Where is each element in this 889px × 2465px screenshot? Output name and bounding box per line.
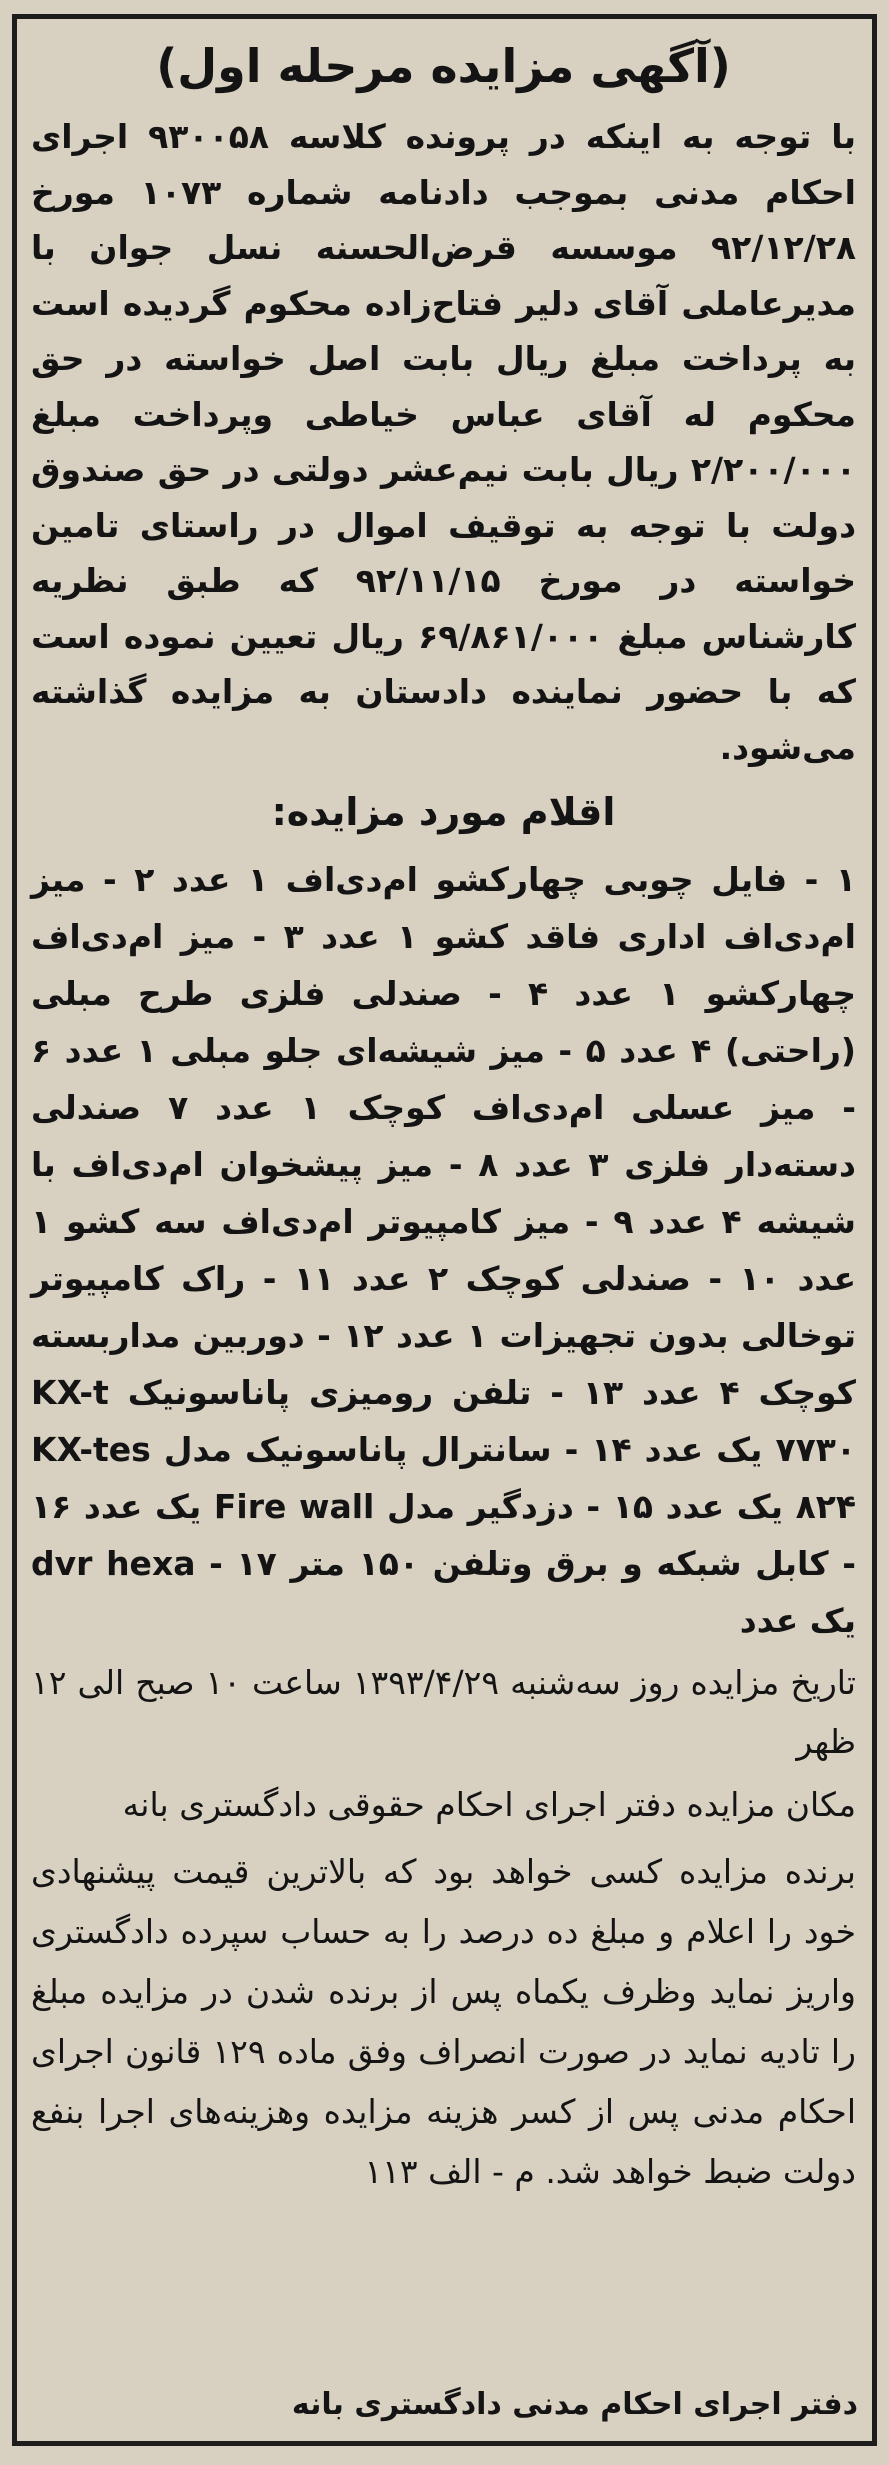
auction-date: تاریخ مزایده روز سه‌شنبه ۱۳۹۳/۴/۲۹ ساعت ۱۰ صبح الی ۱۲ ظهر [31,1663,856,1761]
items-heading: اقلام مورد مزایده: [271,790,616,834]
issuer-signature: دفتر اجرای احکام مدنی دادگستری بانه [291,2387,858,2422]
notice-title: (آگهی مزایده مرحله اول) [156,39,731,93]
auction-terms: برنده مزایده کسی خواهد بود که بالاترین قیمت پیشنهادی خود را اعلام و مبلغ ده درصد را به حساب سپرده دادگستری واریز نماید وظرف یکماه پس از برنده شدن در مزایده مبلغ را تادیه نماید در صورت انصراف وفق ماده ۱۲۹ قانون اجرای احکام مدنی پس از کسر هزینه مزایده وهزینه‌های اجرا بنفع دولت ضبط خواهد شد. م - الف ۱۱۳ [31,1852,856,2191]
notice-intro: با توجه به اینکه در پرونده کلاسه ۹۳۰۰۵۸ اجرای احکام مدنی بموجب دادنامه شماره ۱۰۷۳ مورخ ۹۲/۱۲/۲۸ موسسه قرض‌الحسنه نسل جوان با مدیرعاملی آقای دلیر فتاح‌زاده محکوم گردیده است به پرداخت مبلغ ریال بابت اصل خواسته در حق محکوم له آقای عباس خیاطی وپرداخت مبلغ ۲/۲۰۰/۰۰۰ ریال بابت نیم‌عشر دولتی در حق صندوق دولت با توجه به توقیف اموال در راستای تامین خواسته در مورخ ۹۲/۱۱/۱۵ که طبق نظریه کارشناس مبلغ ۶۹/۸۶۱/۰۰۰ ریال تعیین نموده است که با حضور نماینده دادستان به مزایده گذاشته می‌شود. [31,117,856,767]
items-list: ۱ - فایل چوبی چهارکشو ام‌دی‌اف ۱ عدد ۲ - میز ام‌دی‌اف اداری فاقد کشو ۱ عدد ۳ - میز ام‌دی‌اف چهارکشو ۱ عدد ۴ - صندلی فلزی طرح مبلی (راحتی) ۴ عدد ۵ - میز شیشه‌ای جلو مبلی ۱ عدد ۶ - میز عسلی ام‌دی‌اف کوچک ۱ عدد ۷ صندلی دسته‌دار فلزی ۳ عدد ۸ - میز پیشخوان ام‌دی‌اف با شیشه ۴ عدد ۹ - میز کامپیوتر ام‌دی‌اف سه کشو ۱ عدد ۱۰ - صندلی کوچک ۲ عدد ۱۱ - راک کامپیوتر توخالی بدون تجهیزات ۱ عدد ۱۲ - دوربین مداربسته کوچک ۴ عدد ۱۳ - تلفن رومیزی پاناسونیک KX-t ۷۷۳۰ یک عدد ۱۴ - سانترال پاناسونیک مدل KX-tes ۸۲۴ یک عدد ۱۵ - دزدگیر مدل Fire wall یک عدد ۱۶ - کابل شبکه و برق وتلفن ۱۵۰ متر ۱۷ - dvr hexa یک عدد [31,860,857,1640]
auction-place: مکان مزایده دفتر اجرای احکام حقوقی دادگستری بانه [122,1785,856,1824]
notice-frame [12,14,877,2446]
